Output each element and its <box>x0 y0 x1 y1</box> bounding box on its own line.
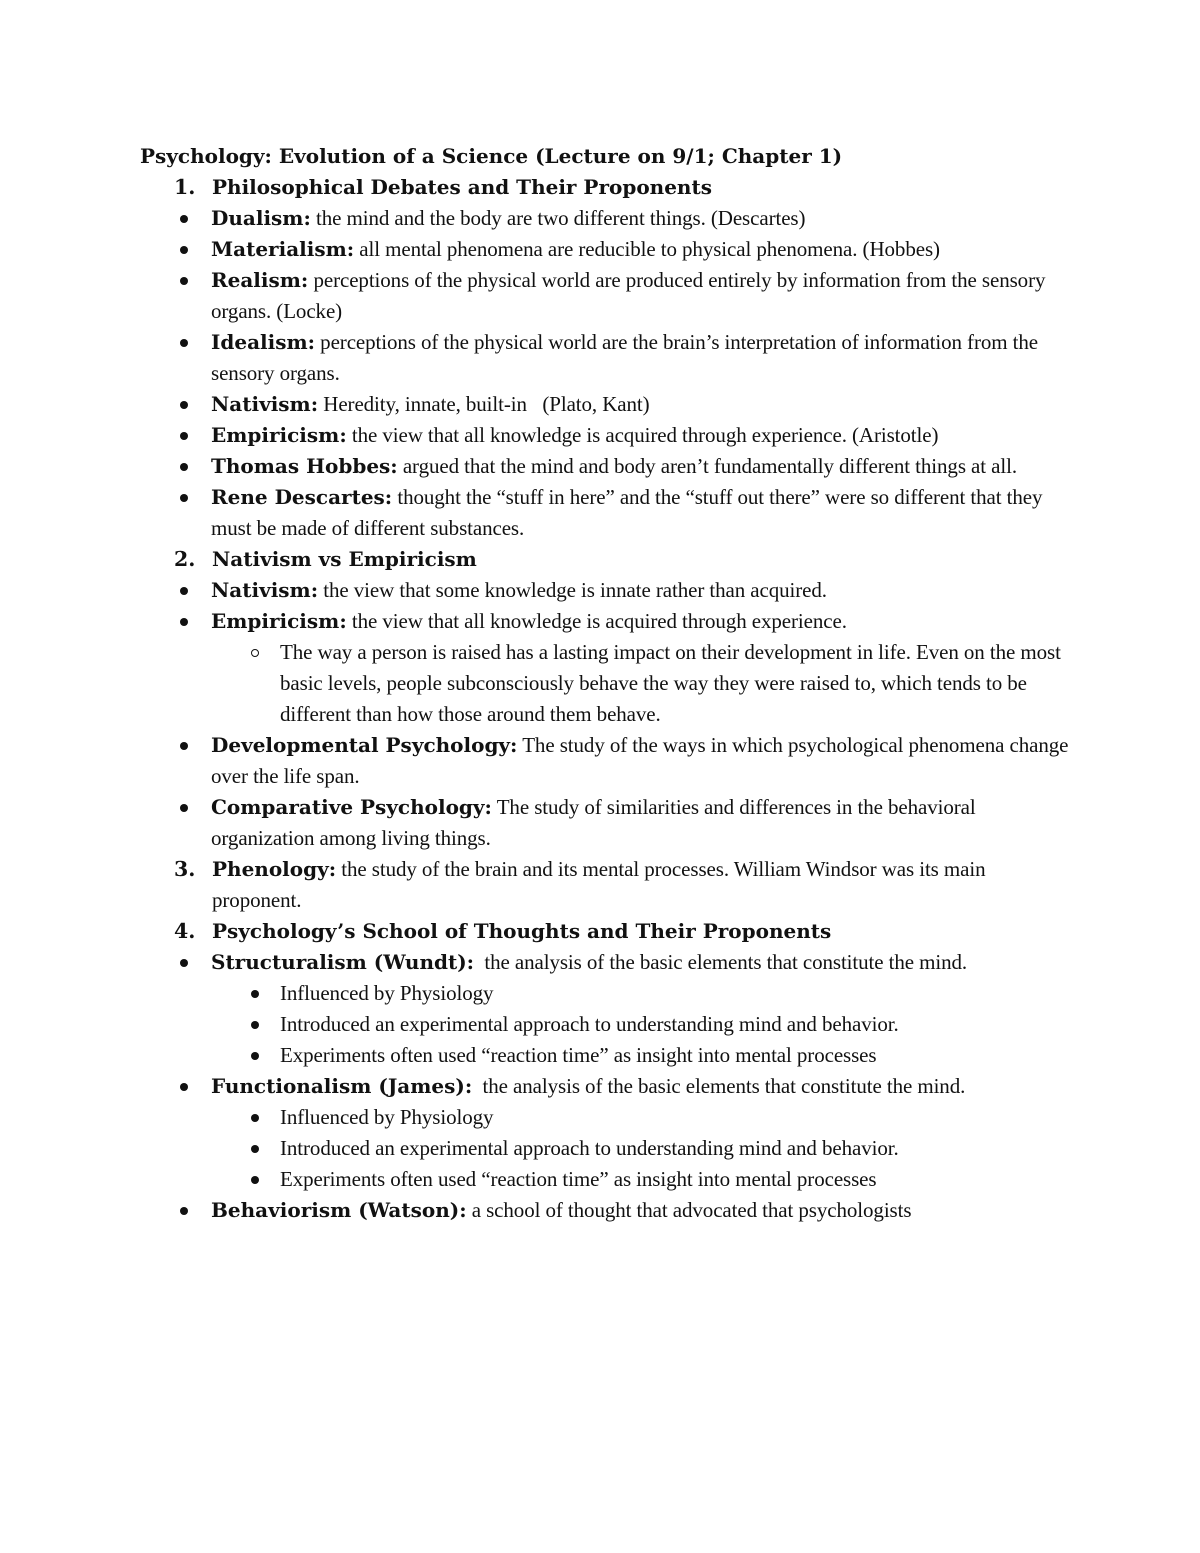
sub-list-item: Experiments often used “reaction time” as insight into mental processes <box>140 1164 1080 1195</box>
list-item: Behaviorism (Watson): a school of thought that advocated that psychologists <box>140 1195 1080 1226</box>
bullet-icon <box>180 804 188 812</box>
bullet-icon <box>180 959 188 967</box>
document-title: Psychology: Evolution of a Science (Lecture on 9/1; Chapter 1) <box>140 144 843 168</box>
section-heading: Philosophical Debates and Their Proponents <box>212 175 712 199</box>
hollow-bullet-icon <box>251 649 259 657</box>
bullet-icon <box>251 1021 259 1029</box>
section-number: 2. <box>174 547 196 571</box>
bullet-icon <box>180 463 188 471</box>
section-2-list <box>140 575 1080 854</box>
sub-list-item: Experiments often used “reaction time” as insight into mental processes <box>140 1040 1080 1071</box>
bullet-icon <box>180 1207 188 1215</box>
sub-list-item: Introduced an experimental approach to understanding mind and behavior. <box>140 1009 1080 1040</box>
sub-list-item: Influenced by Physiology <box>140 978 1080 1009</box>
list-item: Realism: perceptions of the physical world are produced entirely by information from the sensory organs. (Locke) <box>140 265 1080 327</box>
section-1-list <box>140 203 1080 544</box>
list-item: Nativism: the view that some knowledge is innate rather than acquired. <box>140 575 1080 606</box>
list-item: Structuralism (Wundt): the analysis of the basic elements that constitute the mind. <box>140 947 1080 978</box>
list-item: Comparative Psychology: The study of similarities and differences in the behavioral organization among living things. <box>140 792 1080 854</box>
sub-list-item: Introduced an experimental approach to understanding mind and behavior. <box>140 1133 1080 1164</box>
list-item: Nativism: Heredity, innate, built-in (Plato, Kant) <box>140 389 1080 420</box>
bullet-icon <box>251 1052 259 1060</box>
bullet-icon <box>180 246 188 254</box>
bullet-icon <box>180 339 188 347</box>
section-number: 1. <box>174 175 196 199</box>
section-4 <box>140 916 1080 947</box>
bullet-icon <box>180 742 188 750</box>
section-2 <box>140 544 1080 575</box>
bullet-icon <box>180 618 188 626</box>
list-item: Idealism: perceptions of the physical world are the brain’s interpretation of information from the sensory organs. <box>140 327 1080 389</box>
bullet-icon <box>251 1176 259 1184</box>
section-number: 3. <box>174 857 196 881</box>
bullet-icon <box>180 1083 188 1091</box>
list-item: Rene Descartes: thought the “stuff in here” and the “stuff out there” were so different that they must be made of different substances. <box>140 482 1080 544</box>
list-item: Developmental Psychology: The study of the ways in which psychological phenomena change over the life span. <box>140 730 1080 792</box>
bullet-icon <box>180 432 188 440</box>
section-1 <box>140 172 1080 203</box>
sub-list-item: Influenced by Physiology <box>140 1102 1080 1133</box>
bullet-icon <box>251 1114 259 1122</box>
bullet-icon <box>251 990 259 998</box>
section-heading: Psychology’s School of Thoughts and Their Proponents <box>212 919 832 943</box>
section-number: 4. <box>174 919 196 943</box>
section-heading: Nativism vs Empiricism <box>212 547 477 571</box>
sub-list-item: The way a person is raised has a lasting impact on their development in life. Even on the most basic levels, people subconsciously behave the way they were raised to, which tends to be different than how those around them behave. <box>140 637 1080 730</box>
bullet-icon <box>180 401 188 409</box>
bullet-icon <box>180 587 188 595</box>
section-text: the study of the brain and its mental processes. William Windsor was its main proponent. <box>212 857 986 912</box>
list-item: Empiricism: the view that all knowledge is acquired through experience. (Aristotle) <box>140 420 1080 451</box>
list-item: Empiricism: the view that all knowledge is acquired through experience. <box>140 606 1080 637</box>
section-3 <box>140 854 1080 916</box>
list-item: Dualism: the mind and the body are two different things. (Descartes) <box>140 203 1080 234</box>
bullet-icon <box>180 215 188 223</box>
section-4-list <box>140 947 1080 1226</box>
list-item: Functionalism (James): the analysis of the basic elements that constitute the mind. <box>140 1071 1080 1102</box>
section-heading: Phenology: <box>212 857 337 881</box>
bullet-icon <box>180 277 188 285</box>
list-item: Materialism: all mental phenomena are reducible to physical phenomena. (Hobbes) <box>140 234 1080 265</box>
list-item: Thomas Hobbes: argued that the mind and body aren’t fundamentally different things at all. <box>140 451 1080 482</box>
bullet-icon <box>251 1145 259 1153</box>
bullet-icon <box>180 494 188 502</box>
document-page <box>140 141 1080 1226</box>
